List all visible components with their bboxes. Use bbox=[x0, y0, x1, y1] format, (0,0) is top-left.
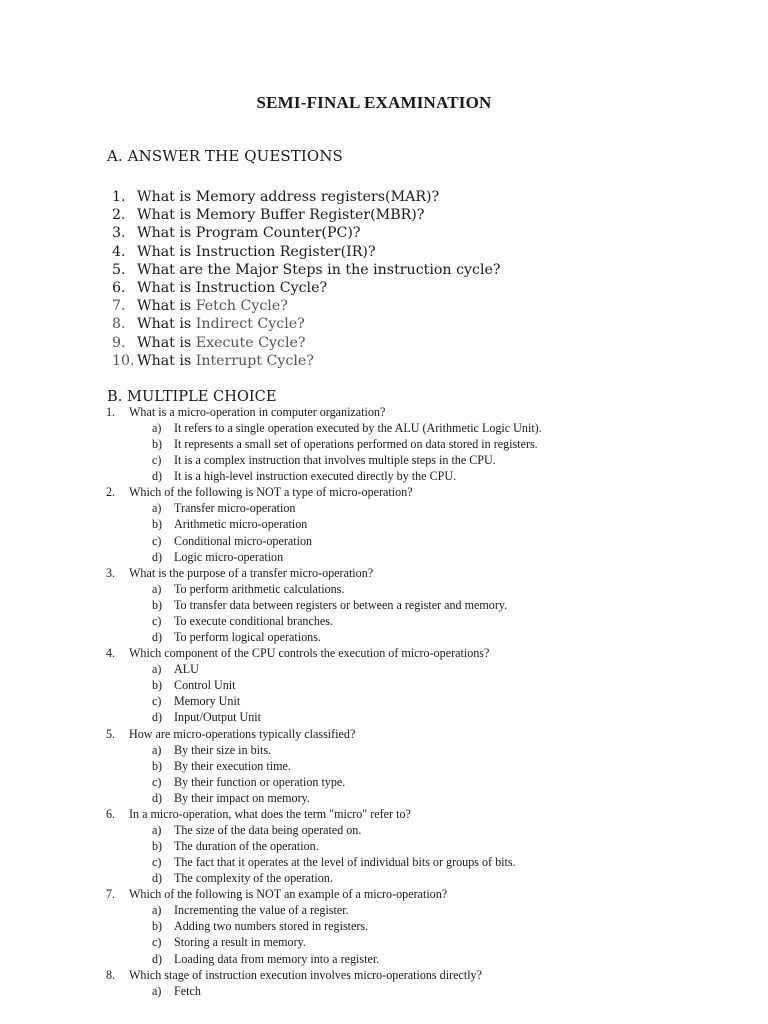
mc-question bbox=[106, 645, 542, 661]
option-text: The size of the data being operated on. bbox=[174, 822, 362, 837]
option-text: The complexity of the operation. bbox=[174, 871, 333, 886]
option-text: Control Unit bbox=[174, 678, 236, 693]
mc-question bbox=[106, 967, 542, 983]
option-letter: c) bbox=[152, 694, 162, 709]
mc-options bbox=[106, 581, 542, 645]
mc-question bbox=[106, 484, 542, 500]
section-a-question bbox=[112, 224, 501, 242]
section-a-question bbox=[112, 188, 501, 206]
mc-option bbox=[106, 468, 542, 484]
option-text: Input/Output Unit bbox=[174, 710, 262, 725]
option-letter: a) bbox=[152, 662, 162, 677]
option-text: By their impact on memory. bbox=[174, 790, 310, 805]
mc-question bbox=[106, 565, 542, 581]
section-a-question-list bbox=[112, 188, 501, 370]
option-text: To execute conditional branches. bbox=[174, 613, 333, 628]
question-text: What is Instruction Cycle? bbox=[137, 279, 328, 296]
mc-options bbox=[106, 500, 542, 564]
question-number: 7. bbox=[112, 298, 126, 315]
option-text: Transfer micro-operation bbox=[174, 501, 296, 516]
question-prefix: What is bbox=[137, 334, 196, 351]
option-letter: a) bbox=[152, 983, 162, 998]
question-number: 6. bbox=[112, 279, 126, 296]
option-text: It is a high-level instruction executed directly by the CPU. bbox=[174, 469, 457, 484]
mc-options bbox=[106, 822, 542, 886]
option-text: Conditional micro-operation bbox=[174, 533, 313, 548]
mc-option bbox=[106, 870, 542, 886]
multiple-choice-item bbox=[106, 726, 542, 806]
mc-question bbox=[106, 404, 542, 420]
question-number: 4. bbox=[112, 243, 126, 260]
option-text: Arithmetic micro-operation bbox=[174, 517, 308, 532]
section-b-heading: B. MULTIPLE CHOICE bbox=[107, 388, 277, 405]
mc-question-number: 1. bbox=[106, 405, 116, 419]
section-a-heading: A. ANSWER THE QUESTIONS bbox=[107, 147, 343, 165]
mc-option bbox=[106, 934, 542, 950]
option-letter: b) bbox=[152, 437, 163, 452]
question-number: 9. bbox=[112, 334, 126, 351]
mc-question-number: 3. bbox=[106, 565, 116, 580]
mc-options bbox=[106, 661, 542, 725]
option-letter: c) bbox=[152, 533, 162, 548]
question-text: Interrupt Cycle? bbox=[195, 352, 314, 369]
mc-options bbox=[106, 420, 542, 484]
option-text: Logic micro-operation bbox=[174, 549, 284, 564]
question-text: Indirect Cycle? bbox=[195, 316, 305, 333]
question-number: 10. bbox=[112, 352, 135, 369]
mc-option bbox=[106, 677, 542, 693]
mc-option bbox=[106, 918, 542, 934]
option-letter: a) bbox=[152, 501, 162, 516]
section-a-question bbox=[112, 297, 501, 315]
option-text: It represents a small set of operations performed on data stored in registers. bbox=[174, 437, 538, 452]
option-text: It refers to a single operation executed by the ALU (Arithmetic Logic Unit). bbox=[174, 421, 542, 435]
mc-question-number: 7. bbox=[106, 887, 116, 902]
option-letter: d) bbox=[152, 710, 163, 725]
option-text: Loading data from memory into a register. bbox=[174, 951, 380, 966]
question-prefix: What is bbox=[137, 316, 196, 333]
question-text: What are the Major Steps in the instruction cycle? bbox=[137, 261, 501, 278]
mc-option bbox=[106, 581, 542, 597]
option-text: The fact that it operates at the level of individual bits or groups of bits. bbox=[174, 855, 516, 870]
option-letter: d) bbox=[152, 951, 163, 966]
option-letter: c) bbox=[152, 935, 162, 950]
option-text: By their execution time. bbox=[174, 758, 291, 773]
multiple-choice-item bbox=[106, 645, 542, 725]
mc-option bbox=[106, 516, 542, 532]
section-a-question bbox=[112, 279, 501, 297]
question-prefix: What is bbox=[137, 352, 196, 369]
mc-option bbox=[106, 854, 542, 870]
question-number: 1. bbox=[112, 189, 126, 205]
option-text: It is a complex instruction that involves multiple steps in the CPU. bbox=[174, 453, 496, 468]
multiple-choice-item bbox=[106, 806, 542, 886]
mc-option bbox=[106, 613, 542, 629]
option-letter: a) bbox=[152, 581, 162, 596]
multiple-choice-item bbox=[106, 404, 542, 484]
mc-question-number: 4. bbox=[106, 646, 116, 661]
mc-question-text: How are micro-operations typically classified? bbox=[129, 726, 356, 741]
option-letter: c) bbox=[152, 453, 162, 468]
mc-question-number: 6. bbox=[106, 806, 116, 821]
question-text: Fetch Cycle? bbox=[195, 298, 288, 315]
mc-options bbox=[106, 742, 542, 806]
option-letter: c) bbox=[152, 774, 162, 789]
section-a-question bbox=[112, 206, 501, 224]
option-letter: a) bbox=[152, 421, 162, 435]
option-letter: d) bbox=[152, 469, 163, 484]
option-letter: d) bbox=[152, 871, 163, 886]
mc-option bbox=[106, 661, 542, 677]
mc-option bbox=[106, 500, 542, 516]
option-letter: b) bbox=[152, 838, 163, 853]
option-text: To transfer data between registers or between a register and memory. bbox=[174, 597, 508, 612]
question-number: 5. bbox=[112, 261, 126, 278]
mc-question-number: 5. bbox=[106, 726, 116, 741]
option-text: ALU bbox=[174, 662, 199, 677]
mc-option bbox=[106, 838, 542, 854]
option-letter: c) bbox=[152, 855, 162, 870]
mc-option bbox=[106, 420, 542, 436]
option-text: Fetch bbox=[174, 983, 201, 998]
mc-question-text: What is the purpose of a transfer micro-operation? bbox=[129, 565, 374, 580]
mc-option bbox=[106, 533, 542, 549]
multiple-choice-item bbox=[106, 886, 542, 966]
section-b-question-list bbox=[106, 404, 542, 999]
mc-question-text: Which stage of instruction execution involves micro-operations directly? bbox=[129, 967, 482, 982]
mc-question bbox=[106, 886, 542, 902]
question-text: What is Instruction Register(IR)? bbox=[137, 243, 376, 260]
section-a-question bbox=[112, 315, 501, 333]
mc-question-text: Which of the following is NOT an example of a micro-operation? bbox=[129, 887, 448, 902]
mc-question-text: What is a micro-operation in computer organization? bbox=[129, 405, 386, 419]
question-number: 8. bbox=[112, 316, 126, 333]
option-text: Memory Unit bbox=[174, 694, 241, 709]
mc-question-number: 8. bbox=[106, 967, 116, 982]
mc-question-text: In a micro-operation, what does the term "micro" refer to? bbox=[129, 806, 411, 821]
section-a-question bbox=[112, 352, 501, 370]
mc-option bbox=[106, 983, 542, 999]
option-letter: a) bbox=[152, 822, 162, 837]
mc-options bbox=[106, 983, 542, 999]
option-text: Storing a result in memory. bbox=[174, 935, 306, 950]
mc-option bbox=[106, 902, 542, 918]
option-text: By their size in bits. bbox=[174, 742, 272, 757]
option-letter: b) bbox=[152, 678, 163, 693]
question-prefix: What is bbox=[137, 298, 196, 315]
option-text: Incrementing the value of a register. bbox=[174, 903, 349, 918]
question-text: Execute Cycle? bbox=[195, 334, 306, 351]
mc-option bbox=[106, 709, 542, 725]
mc-question bbox=[106, 726, 542, 742]
mc-option bbox=[106, 452, 542, 468]
option-letter: b) bbox=[152, 517, 163, 532]
multiple-choice-item bbox=[106, 967, 542, 999]
section-a-question bbox=[112, 243, 501, 261]
option-letter: a) bbox=[152, 742, 162, 757]
multiple-choice-item bbox=[106, 565, 542, 645]
mc-question-text: Which of the following is NOT a type of micro-operation? bbox=[129, 485, 413, 500]
question-text: What is Program Counter(PC)? bbox=[137, 225, 361, 242]
mc-question bbox=[106, 806, 542, 822]
option-text: By their function or operation type. bbox=[174, 774, 346, 789]
option-text: Adding two numbers stored in registers. bbox=[174, 919, 369, 934]
option-text: The duration of the operation. bbox=[174, 838, 319, 853]
section-a-question bbox=[112, 334, 501, 352]
section-a-question bbox=[112, 261, 501, 279]
question-number: 2. bbox=[112, 207, 126, 224]
mc-option bbox=[106, 758, 542, 774]
option-text: To perform logical operations. bbox=[174, 630, 321, 645]
multiple-choice-item bbox=[106, 484, 542, 564]
mc-option bbox=[106, 951, 542, 967]
option-letter: d) bbox=[152, 549, 163, 564]
mc-option bbox=[106, 774, 542, 790]
mc-question-text: Which component of the CPU controls the execution of micro-operations? bbox=[129, 646, 490, 661]
mc-options bbox=[106, 902, 542, 966]
option-letter: a) bbox=[152, 903, 162, 918]
mc-option bbox=[106, 693, 542, 709]
option-text: To perform arithmetic calculations. bbox=[174, 581, 345, 596]
mc-option bbox=[106, 742, 542, 758]
question-text: What is Memory Buffer Register(MBR)? bbox=[137, 207, 425, 224]
mc-option bbox=[106, 822, 542, 838]
option-letter: b) bbox=[152, 919, 163, 934]
question-number: 3. bbox=[112, 225, 126, 242]
option-letter: d) bbox=[152, 630, 163, 645]
mc-option bbox=[106, 549, 542, 565]
option-letter: b) bbox=[152, 597, 163, 612]
mc-option bbox=[106, 790, 542, 806]
mc-option bbox=[106, 629, 542, 645]
question-text: What is Memory address registers(MAR)? bbox=[137, 189, 440, 205]
mc-question-number: 2. bbox=[106, 485, 116, 500]
exam-title: SEMI-FINAL EXAMINATION bbox=[256, 93, 492, 112]
mc-option bbox=[106, 436, 542, 452]
option-letter: b) bbox=[152, 758, 163, 773]
option-letter: d) bbox=[152, 790, 163, 805]
mc-option bbox=[106, 597, 542, 613]
option-letter: c) bbox=[152, 613, 162, 628]
